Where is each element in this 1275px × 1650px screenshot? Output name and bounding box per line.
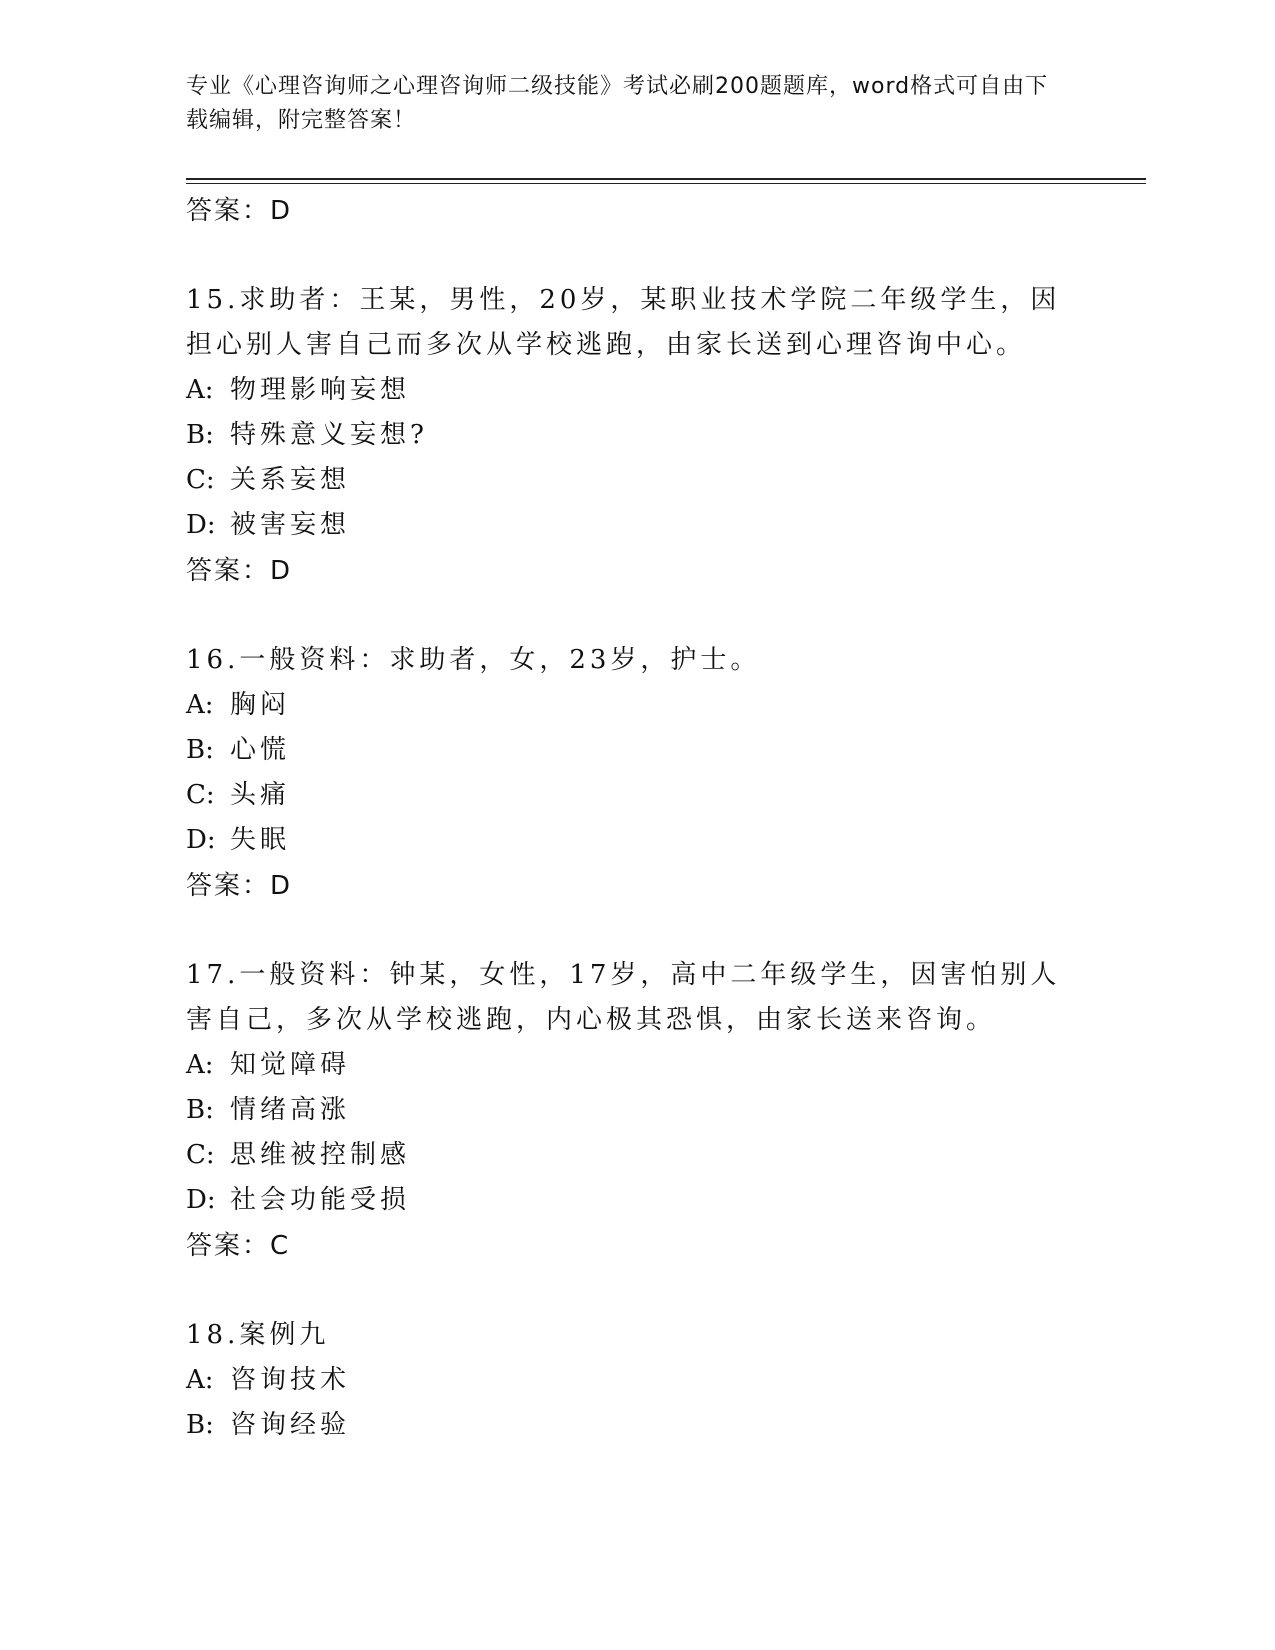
option-text: 胸闷 (230, 690, 291, 720)
option-key: A: (186, 375, 214, 405)
option-text: 心慌 (230, 735, 291, 765)
option-d (186, 818, 1086, 863)
option-a (186, 368, 1086, 413)
option-text: 头痛 (230, 780, 291, 810)
question-16 (186, 638, 1086, 909)
spacer (186, 1269, 1086, 1313)
option-text: 被害妄想 (230, 510, 351, 540)
option-key: C: (186, 780, 215, 810)
question-18 (186, 1313, 1086, 1448)
question-stem: 17.一般资料：钟某，女性，17岁，高中二年级学生，因害怕别人害自己，多次从学校逃跑，内心极其恐惧，由家长送来咨询。 (186, 960, 1061, 1035)
option-key: C: (186, 1140, 215, 1170)
question-stem: 16.一般资料：求助者，女，23岁，护士。 (186, 645, 761, 675)
option-d (186, 503, 1086, 548)
option-text: 关系妄想 (230, 465, 351, 495)
option-c (186, 773, 1086, 818)
option-a (186, 683, 1086, 728)
answer-line: 答案：D (186, 556, 293, 586)
option-text: 社会功能受损 (230, 1185, 411, 1215)
question-stem: 15.求助者：王某，男性，20岁，某职业技术学院二年级学生，因担心别人害自己而多次从学校逃跑，由家长送到心理咨询中心。 (186, 285, 1061, 360)
answer-line: 答案：D (186, 871, 293, 901)
option-a (186, 1043, 1086, 1088)
option-b (186, 1088, 1086, 1133)
option-key: B: (186, 735, 214, 765)
option-b (186, 728, 1086, 773)
question-list (186, 188, 1086, 1448)
option-text: 失眠 (230, 825, 291, 855)
option-text: 咨询经验 (230, 1410, 351, 1440)
option-key: A: (186, 690, 214, 720)
option-c (186, 1133, 1086, 1178)
option-text: 情绪高涨 (230, 1095, 351, 1125)
document-header: 专业《心理咨询师之心理咨询师二级技能》考试必刷200题题库，word格式可自由下载编辑，附完整答案！ (186, 74, 1049, 133)
option-b (186, 413, 1086, 458)
option-d (186, 1178, 1086, 1223)
option-b (186, 1403, 1086, 1448)
option-text: 咨询技术 (230, 1365, 351, 1395)
answer-line: 答案：C (186, 1231, 291, 1261)
option-key: B: (186, 420, 214, 450)
option-key: C: (186, 465, 215, 495)
option-key: A: (186, 1365, 214, 1395)
option-key: B: (186, 1095, 214, 1125)
option-c (186, 458, 1086, 503)
option-text: 物理影响妄想 (230, 375, 411, 405)
option-key: B: (186, 1410, 214, 1440)
option-text: 特殊意义妄想? (230, 420, 428, 450)
option-text: 思维被控制感 (230, 1140, 411, 1170)
spacer (186, 234, 1086, 278)
spacer (186, 909, 1086, 953)
option-key: D: (186, 1185, 216, 1215)
option-key: D: (186, 510, 216, 540)
question-stem: 18.案例九 (186, 1320, 330, 1350)
header-rule-thin (186, 183, 1146, 184)
spacer (186, 594, 1086, 638)
question-17 (186, 953, 1086, 1269)
option-key: D: (186, 825, 216, 855)
option-key: A: (186, 1050, 214, 1080)
question-15 (186, 278, 1086, 594)
option-a (186, 1358, 1086, 1403)
header-rule-thick (186, 178, 1146, 180)
answer-line: 答案：D (186, 196, 293, 226)
option-text: 知觉障碍 (230, 1050, 351, 1080)
